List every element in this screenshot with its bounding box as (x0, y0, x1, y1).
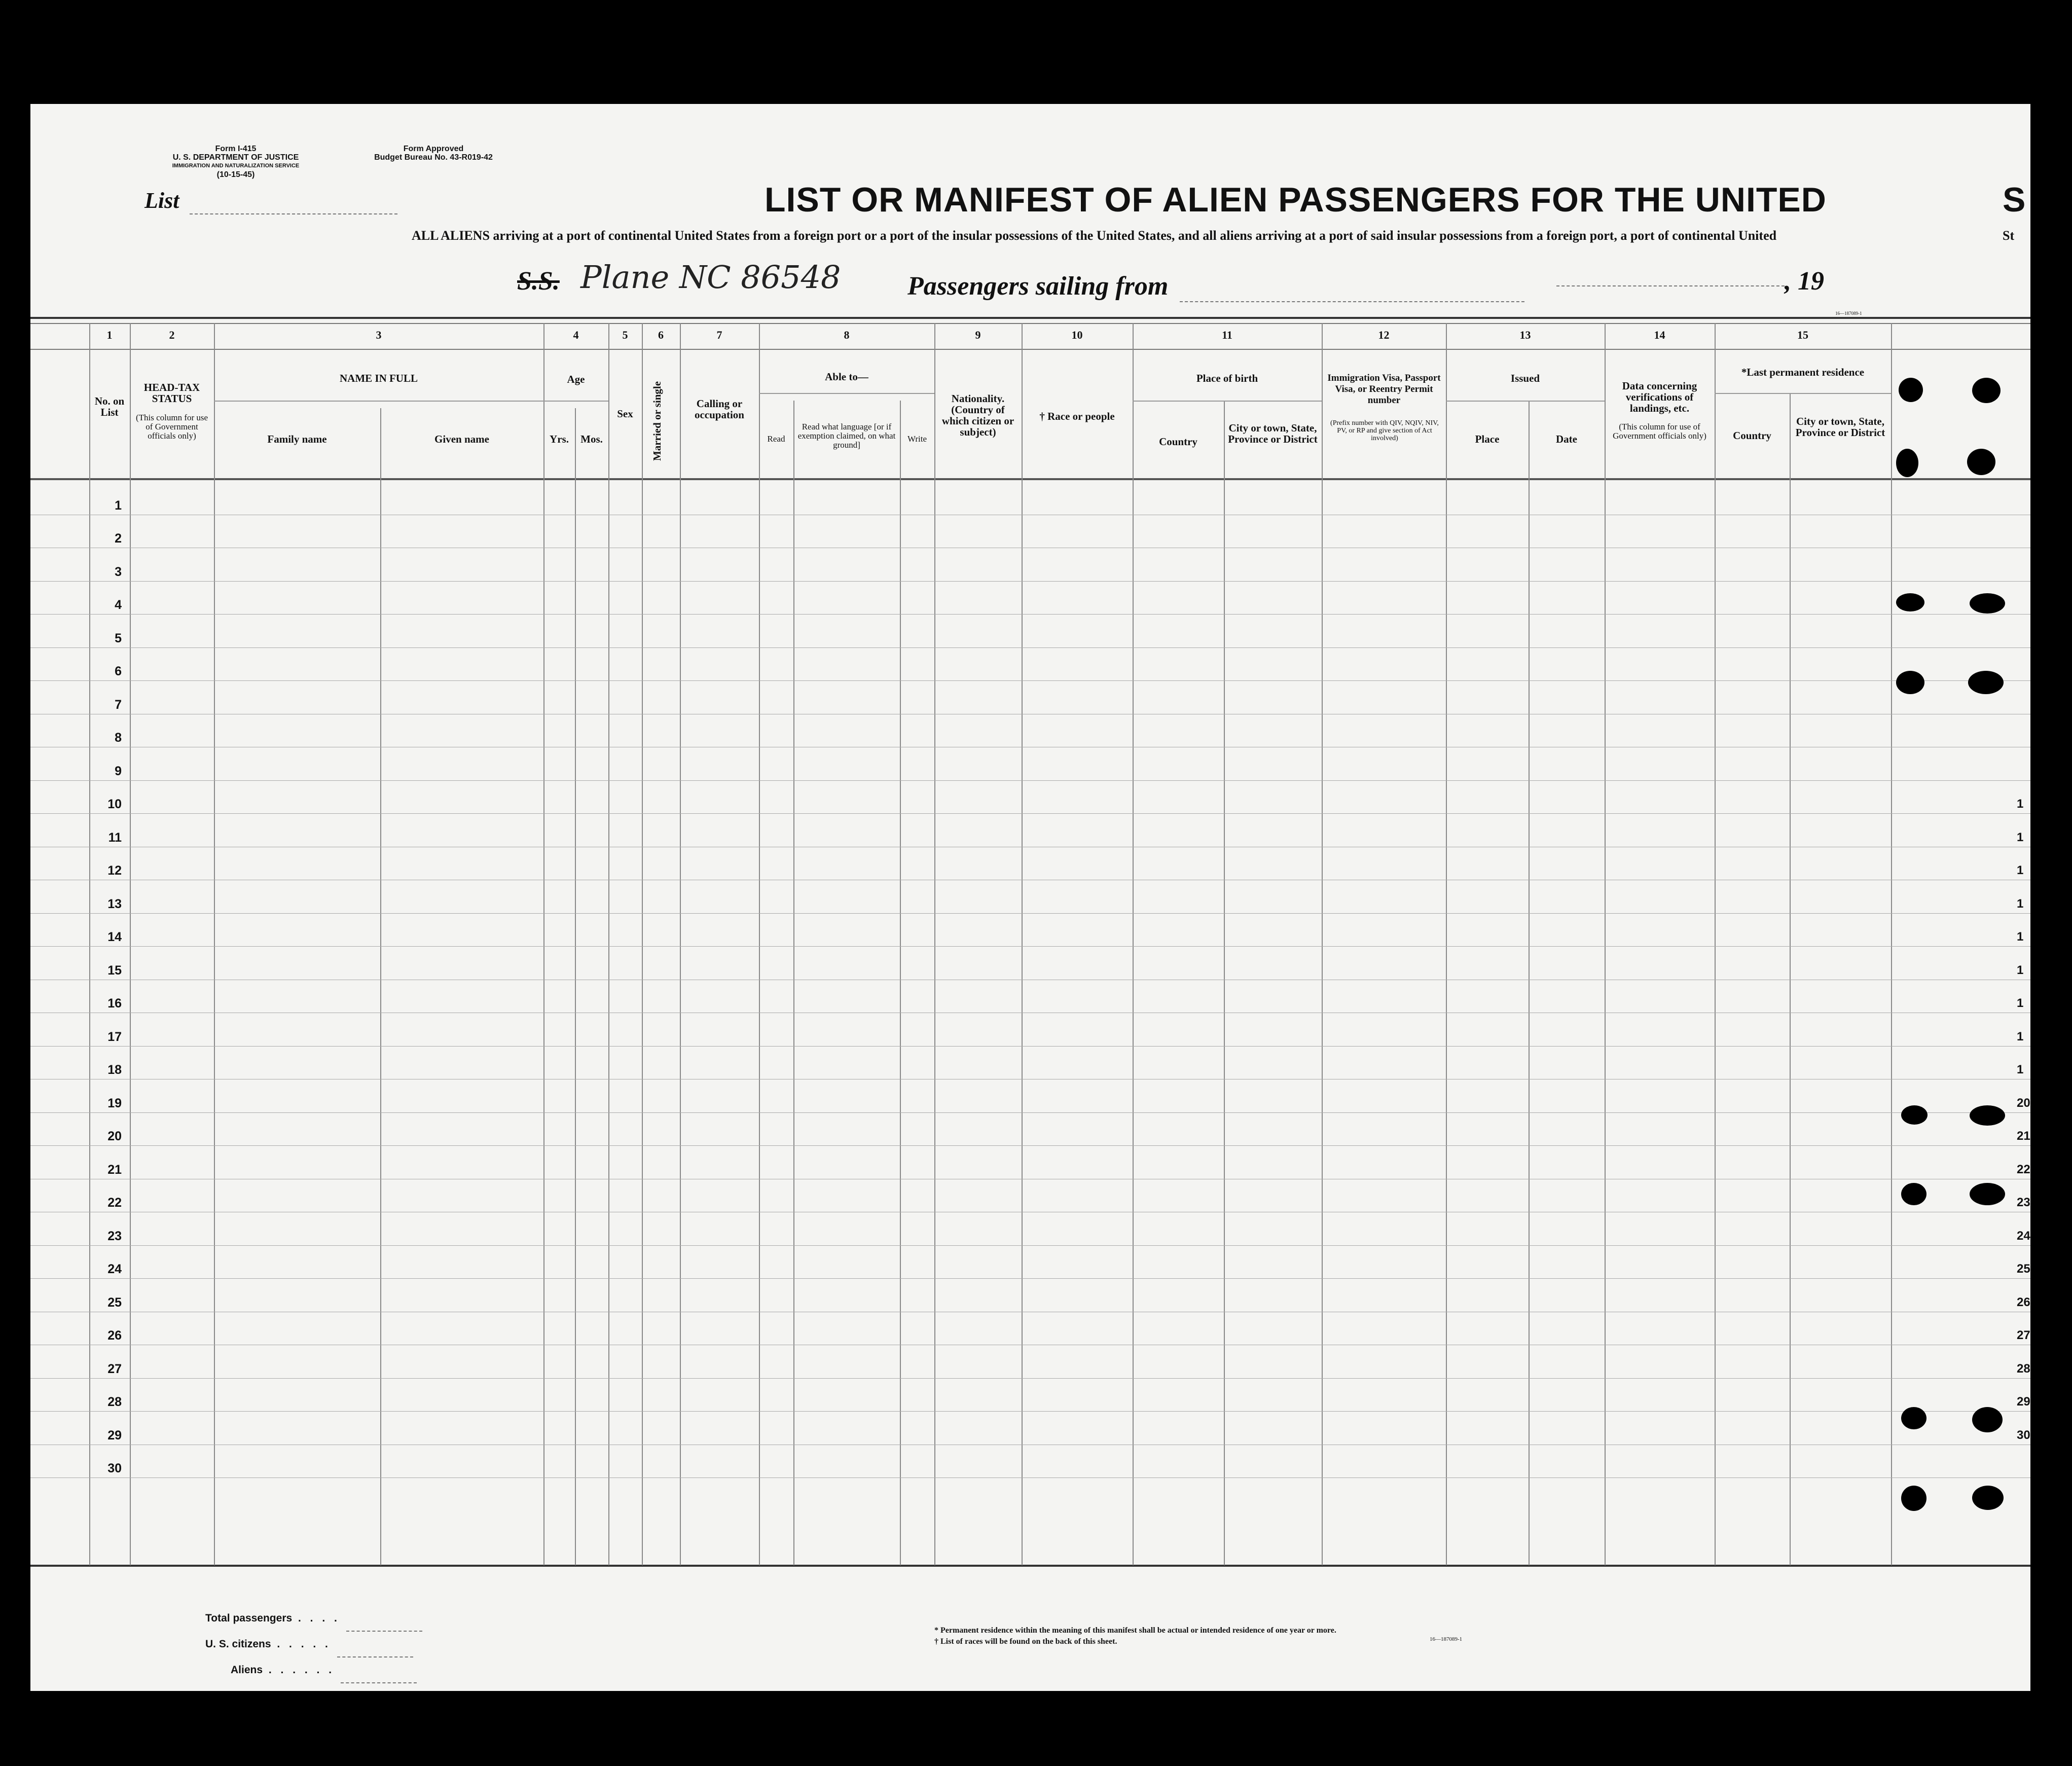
header-bottom-border (30, 478, 2030, 480)
form-header (129, 145, 342, 179)
header-sex: Sex (617, 408, 633, 420)
row-line (30, 946, 2030, 947)
us-citizens-field[interactable] (337, 1632, 413, 1657)
punch-hole (1899, 378, 1923, 402)
header-family-name: Family name (267, 433, 327, 445)
row-number: 1 (115, 498, 122, 513)
row-line (30, 1046, 2030, 1047)
row-line (30, 780, 2030, 781)
row-number: 22 (107, 1196, 122, 1210)
subhead-line (1446, 401, 1605, 402)
page-title: LIST OR MANIFEST OF ALIEN PASSENGERS FOR THE UNITED (765, 181, 1827, 219)
header-race: † Race or people (1039, 410, 1115, 422)
header-issued: Issued (1510, 372, 1540, 384)
table-top-border-2 (30, 323, 2030, 324)
row-line (30, 581, 2030, 582)
row-number: 4 (115, 598, 122, 612)
punch-hole (1970, 1183, 2005, 1205)
row-number: 19 (107, 1096, 122, 1110)
right-edge-number: 1 (2017, 797, 2024, 811)
punch-hole (1901, 1183, 1926, 1205)
col-divider (1446, 323, 1447, 1565)
col-divider (1322, 323, 1323, 1565)
subhead-line (543, 401, 608, 402)
row-number: 13 (107, 896, 122, 911)
header-name-in-full: NAME IN FULL (339, 372, 418, 384)
col-divider (900, 401, 901, 1565)
punch-hole (1901, 1105, 1928, 1125)
header-lr-country: Country (1733, 429, 1771, 442)
header-head-tax: HEAD-TAX STATUS (143, 381, 200, 405)
row-number: 3 (115, 564, 122, 579)
header-birth-city: City or town, State, Province or District (1228, 422, 1318, 445)
row-number: 5 (115, 631, 122, 645)
colnum-1: 1 (106, 329, 113, 341)
row-line (30, 1145, 2030, 1146)
punch-hole (1968, 671, 2004, 694)
row-number: 11 (108, 830, 122, 845)
header-able-to: Able to— (825, 371, 868, 383)
punch-hole (1967, 449, 1995, 475)
row-number: 7 (115, 697, 122, 712)
colnum-divider (30, 349, 2030, 350)
header-head-tax-note: (This column for use of Government officials only) (135, 413, 208, 441)
row-line (30, 1477, 2030, 1478)
col-divider (680, 323, 681, 1565)
right-edge-number: 27 (2017, 1328, 2030, 1342)
right-edge-number: 1 (2017, 863, 2024, 877)
row-number: 16 (107, 996, 122, 1011)
header-issued-date: Date (1556, 433, 1577, 445)
row-number: 27 (107, 1361, 122, 1376)
row-number: 21 (107, 1162, 122, 1177)
punch-hole (1901, 1407, 1926, 1429)
row-number: 15 (107, 963, 122, 978)
header-last-residence: *Last permanent residence (1741, 366, 1865, 378)
col-divider (1133, 323, 1134, 1565)
row-number: 18 (107, 1063, 122, 1077)
total-passengers-field[interactable] (346, 1606, 422, 1632)
punch-hole (1970, 1105, 2005, 1126)
colnum-7: 7 (716, 329, 722, 341)
punch-hole (1896, 593, 1924, 611)
department: U. S. DEPARTMENT OF JUSTICE (172, 153, 299, 162)
print-code-top: 16—187089-1 (1835, 311, 1862, 316)
right-edge-number: 21 (2017, 1129, 2030, 1143)
row-line (30, 680, 2030, 681)
budget-bureau: Budget Bureau No. 43-R019-42 (374, 153, 493, 162)
row-number: 28 (107, 1395, 122, 1409)
col-divider (380, 408, 381, 1565)
manifest-sheet (30, 104, 2030, 1691)
total-passengers-label: Total passengers (205, 1612, 293, 1624)
footnote-races: † List of races will be found on the back of this sheet. (934, 1637, 1117, 1646)
col-divider (642, 323, 643, 1565)
year-label: , 19 (1785, 267, 1824, 296)
row-number: 8 (115, 731, 122, 745)
footer-totals (205, 1606, 422, 1683)
footnote-residence: * Permanent residence within the meaning of this manifest shall be actual or intended residence of one year or more. (934, 1626, 1336, 1635)
col-divider (759, 323, 760, 1565)
row-number: 10 (107, 797, 122, 811)
row-number: 25 (107, 1295, 122, 1310)
header-mos: Mos. (580, 433, 603, 445)
col-divider (608, 323, 609, 1565)
col-divider (543, 323, 544, 1565)
row-number: 2 (115, 531, 122, 546)
colnum-11: 11 (1222, 329, 1232, 341)
col-divider (575, 408, 576, 1565)
row-line (30, 1378, 2030, 1379)
total-passengers-row: Total passengers . . . . (205, 1606, 422, 1632)
ss-label: S.S. (517, 267, 560, 296)
punch-hole (1970, 593, 2005, 614)
row-number: 26 (107, 1328, 122, 1343)
header-write: Write (907, 434, 927, 444)
approval-block (350, 145, 517, 162)
col-divider (89, 323, 90, 1565)
subhead-line (1133, 401, 1322, 402)
footer-notes (934, 1625, 1336, 1647)
us-citizens-row: U. S. citizens . . . . . (205, 1632, 422, 1657)
col-divider (1529, 401, 1530, 1565)
header-given-name: Given name (434, 433, 489, 445)
right-edge-number: 30 (2017, 1428, 2030, 1442)
header-immigration-visa: Immigration Visa, Passport Visa, or Reentry Permit number (1327, 373, 1441, 406)
header-nationality: Nationality. (Country of which citizen or subject) (941, 392, 1014, 438)
row-number: 14 (107, 930, 122, 944)
header-place-of-birth: Place of birth (1196, 372, 1258, 384)
service: IMMIGRATION AND NATURALIZATION SERVICE (172, 163, 300, 169)
list-label: List (144, 188, 397, 214)
row-line (30, 1245, 2030, 1246)
row-number: 24 (107, 1262, 122, 1276)
row-line (30, 614, 2030, 615)
page-subtitle-cut: St (2003, 228, 2015, 243)
row-number: 6 (115, 664, 122, 678)
header-data-concerning: Data concerning verifications of landings, etc. (1622, 380, 1697, 414)
row-number: 30 (107, 1461, 122, 1475)
colnum-5: 5 (622, 329, 628, 341)
punch-hole (1972, 1486, 2004, 1510)
row-line (30, 647, 2030, 648)
right-edge-number: 1 (2017, 963, 2024, 977)
page-subtitle: ALL ALIENS arriving at a port of continental United States from a foreign port or a port of the insular possessions of the United States, and all aliens arriving at a port of said insular possessions from a foreign port, a port of continental United (412, 228, 1777, 243)
row-number: 23 (107, 1229, 122, 1243)
header-visa-note: (Prefix number with QIV, NQIV, NIV, PV, or RP and give section of Act involved) (1330, 419, 1439, 442)
colnum-15: 15 (1797, 329, 1808, 341)
form-approved: Form Approved (403, 145, 464, 153)
row-line (30, 1112, 2030, 1113)
subhead-line (214, 401, 543, 402)
row-number: 12 (107, 863, 122, 878)
row-line (30, 1278, 2030, 1279)
header-age: Age (567, 373, 585, 385)
col-divider (793, 401, 794, 1565)
colnum-14: 14 (1654, 329, 1665, 341)
form-date: (10-15-45) (216, 170, 255, 179)
col-divider (1224, 401, 1225, 1565)
row-number: 29 (107, 1428, 122, 1443)
table-bottom-border (30, 1565, 2030, 1567)
col-divider (1022, 323, 1023, 1565)
page-title-cut: S (2003, 181, 2026, 219)
list-field[interactable] (190, 188, 397, 214)
colnum-8: 8 (844, 329, 850, 341)
right-edge-number: 22 (2017, 1162, 2030, 1176)
right-edge-number: 29 (2017, 1395, 2030, 1409)
colnum-12: 12 (1378, 329, 1390, 341)
punch-hole (1972, 1407, 2003, 1432)
punch-hole (1972, 378, 2001, 403)
right-edge-number: 1 (2017, 1029, 2024, 1043)
row-number: 17 (107, 1029, 122, 1044)
col-divider (1605, 323, 1606, 1565)
header-birth-country: Country (1159, 436, 1197, 448)
header-read: Read (767, 434, 785, 444)
date-field[interactable] (1556, 276, 1785, 286)
sailing-from-field[interactable] (1180, 271, 1524, 302)
right-edge-number: 25 (2017, 1262, 2030, 1276)
right-edge-number: 24 (2017, 1229, 2030, 1243)
colnum-2: 2 (169, 329, 175, 341)
vessel-name: Plane NC 86548 (580, 259, 841, 296)
header-data-note: (This column for use of Government officials only) (1613, 422, 1706, 441)
colnum-13: 13 (1519, 329, 1531, 341)
table-top-border (30, 317, 2030, 319)
right-edge-number: 1 (2017, 830, 2024, 844)
row-number: 20 (107, 1129, 122, 1143)
right-edge-number: 26 (2017, 1295, 2030, 1309)
col-divider (214, 323, 215, 1565)
col-divider (130, 323, 131, 1565)
header-lr-city: City or town, State, Province or District (1795, 415, 1885, 439)
punch-hole (1896, 671, 1924, 694)
row-line (30, 813, 2030, 814)
colnum-6: 6 (658, 329, 664, 341)
header-calling: Calling or occupation (694, 398, 744, 421)
colnum-10: 10 (1071, 329, 1083, 341)
header-read-language: Read what language [or if exemption claimed, on what ground] (797, 422, 896, 450)
colnum-3: 3 (376, 329, 382, 341)
colnum-4: 4 (573, 329, 579, 341)
punch-hole (1896, 449, 1918, 477)
header-yrs: Yrs. (550, 433, 569, 445)
aliens-row: Aliens . . . . . . (205, 1657, 422, 1683)
col-divider (1715, 323, 1716, 1565)
sailing-label: Passengers sailing from (907, 271, 1524, 302)
right-edge-number: 1 (2017, 930, 2024, 944)
right-edge-number: 23 (2017, 1196, 2030, 1209)
col-divider (934, 323, 935, 1565)
col-divider (1891, 323, 1892, 1565)
right-edge-number: 1 (2017, 896, 2024, 911)
punch-hole (1901, 1486, 1926, 1511)
subhead-line (759, 393, 934, 394)
row-line (30, 913, 2030, 914)
us-citizens-label: U. S. citizens (205, 1638, 271, 1650)
row-line (30, 1411, 2030, 1412)
right-edge-number: 1 (2017, 996, 2024, 1010)
aliens-label: Aliens (231, 1664, 263, 1676)
aliens-field[interactable] (341, 1657, 417, 1683)
subhead-line (1715, 393, 1891, 394)
colnum-9: 9 (975, 329, 981, 341)
header-issued-place: Place (1475, 433, 1500, 445)
header-married: Married or single (651, 381, 663, 461)
row-number: 9 (115, 764, 122, 778)
right-edge-number: 20 (2017, 1096, 2030, 1110)
right-edge-number: 28 (2017, 1361, 2030, 1376)
print-code: 16—187089-1 (1430, 1636, 1463, 1642)
right-edge-number: 1 (2017, 1063, 2024, 1076)
form-number: Form I-415 (215, 145, 257, 153)
header-no-on-list: No. on List (94, 395, 125, 418)
